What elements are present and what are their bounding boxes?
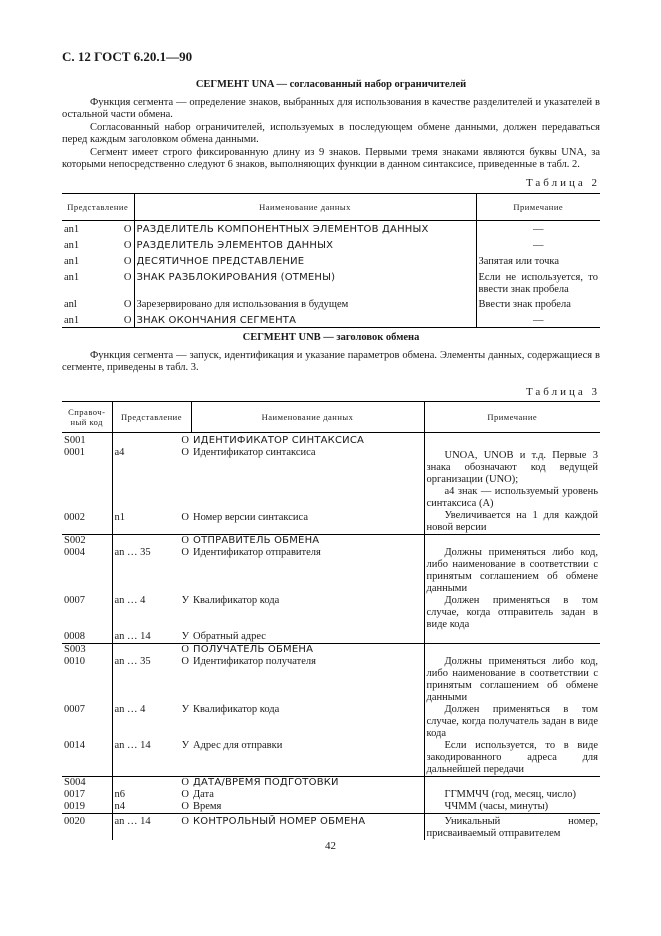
name-cell: Идентификатор получателя xyxy=(193,656,316,667)
note-cell: ГГММЧЧ (год, месяц, число) xyxy=(424,789,600,801)
table-row xyxy=(62,221,600,237)
status-cell: O xyxy=(123,240,132,251)
name-cell: Номер версии синтаксиса xyxy=(193,512,308,523)
status-cell: O xyxy=(181,789,189,800)
name-cell: Зарезервировано для использования в будущем xyxy=(134,296,476,311)
code-cell: 0007 xyxy=(64,595,85,606)
page-header: С. 12 ГОСТ 6.20.1—90 xyxy=(62,49,193,64)
note-cell xyxy=(424,644,600,657)
table-row xyxy=(62,268,600,296)
note-cell xyxy=(424,631,600,644)
note-cell: UNOA, UNOB и т.д. Первые 3 знака обозначают код ведущей организации (UNO); xyxy=(426,450,598,485)
code-cell: 0001 xyxy=(64,447,85,458)
status-cell: O xyxy=(181,547,189,558)
table-row xyxy=(62,595,600,631)
una-paragraph-3: Сегмент имеет строго фиксированную длину из 9 знаков. Первыми тремя знаками являются буквы UNA, за которыми непосредственно следуют 6 знаков, выполняющих функции в данном синтаксисе, приведенные в табл. 2. xyxy=(62,146,600,171)
col-header-name: Наименование данных xyxy=(191,402,424,433)
rep-cell: anl xyxy=(64,299,77,310)
note-cell: Если используется, то в виде закодированного адреса для дальнейшей передачи xyxy=(424,740,600,777)
name-cell: ЗНАК ОКОНЧАНИЯ СЕГМЕНТА xyxy=(134,311,476,328)
code-cell: 0010 xyxy=(64,656,85,667)
table-row xyxy=(62,433,600,448)
note-cell: Должны применяться либо код, либо наименование в соответствии с принятым соглашением об обмене данными xyxy=(424,656,600,704)
status-cell: O xyxy=(123,224,132,235)
una-paragraph-1: Функция сегмента — определение знаков, выбранных для использования в качестве разделителей и указателей в остальной части обмена. xyxy=(62,97,600,121)
page-number: 42 xyxy=(325,840,336,852)
status-cell: У xyxy=(181,740,189,751)
rep-cell: an … 14 xyxy=(114,631,151,642)
status-cell: У xyxy=(181,595,189,606)
name-cell: ПОЛУЧАТЕЛЬ ОБМЕНА xyxy=(191,644,424,657)
table-row xyxy=(62,656,600,704)
name-cell: Идентификатор отправителя xyxy=(193,547,321,558)
code-cell: 0008 xyxy=(64,631,85,642)
note-cell xyxy=(424,777,600,790)
una-title: СЕГМЕНТ UNA — согласованный набор ограничителей xyxy=(195,79,467,90)
unb-title: СЕГМЕНТ UNB — заголовок обмена xyxy=(242,332,420,343)
status-cell: У xyxy=(181,704,189,715)
status-cell: O xyxy=(123,256,132,267)
code-cell: 0007 xyxy=(64,704,85,715)
note-cell xyxy=(424,433,600,448)
note-cell: ЧЧММ (часы, минуты) xyxy=(424,801,600,814)
name-cell: ДАТА/ВРЕМЯ ПОДГОТОВКИ xyxy=(191,777,424,790)
rep-cell: n4 xyxy=(114,801,125,812)
rep-cell: an … 35 xyxy=(114,656,151,667)
table-3-caption: Таблица 3 xyxy=(525,386,600,398)
name-cell: РАЗДЕЛИТЕЛЬ ЭЛЕМЕНТОВ ДАННЫХ xyxy=(134,236,476,252)
rep-cell: an … 14 xyxy=(114,816,151,827)
note-cell: a4 знак — используемый уровень синтаксиса (А) xyxy=(426,486,598,509)
note-cell: Ввести знак пробела xyxy=(476,296,600,311)
name-cell: ДЕСЯТИЧНОЕ ПРЕДСТАВЛЕНИЕ xyxy=(134,252,476,268)
table-row xyxy=(62,311,600,328)
table-3 xyxy=(62,401,600,840)
code-cell: S003 xyxy=(62,644,112,657)
rep-cell: an1 xyxy=(64,272,80,283)
table-row xyxy=(62,547,600,595)
code-cell: 0017 xyxy=(64,789,85,800)
name-cell: КОНТРОЛЬНЫЙ НОМЕР ОБМЕНА xyxy=(191,814,424,841)
name-cell: Дата xyxy=(193,789,214,800)
name-cell: ИДЕНТИФИКАТОР СИНТАКСИСА xyxy=(193,435,365,446)
status-cell: O xyxy=(181,816,189,827)
code-cell: S001 xyxy=(64,435,86,446)
note-cell: Уникальный номер, присваиваемый отправителем xyxy=(424,814,600,841)
note-cell: — xyxy=(476,236,600,252)
code-cell: 0004 xyxy=(64,547,85,558)
status-cell: O xyxy=(112,644,191,657)
status-cell: O xyxy=(181,801,189,812)
code-cell: S004 xyxy=(62,777,112,790)
status-cell: O xyxy=(112,433,191,448)
table-2 xyxy=(62,193,600,328)
table-row xyxy=(62,644,600,657)
table-row xyxy=(62,740,600,777)
note-cell: Увеличивается на 1 для каждой новой версии xyxy=(424,510,600,535)
col-header-name: Наименование данных xyxy=(134,194,476,221)
table-row xyxy=(62,447,600,510)
table-row xyxy=(62,704,600,740)
rep-cell: an … 4 xyxy=(114,704,146,715)
table-row xyxy=(62,801,600,814)
code-cell: S002 xyxy=(62,535,112,548)
name-cell: ОТПРАВИТЕЛЬ ОБМЕНА xyxy=(191,535,424,548)
col-header-representation: Представление xyxy=(112,402,191,433)
status-cell: O xyxy=(181,512,189,523)
rep-cell: an1 xyxy=(64,315,80,326)
table-row xyxy=(62,535,600,548)
status-cell: O xyxy=(112,777,191,790)
status-cell: O xyxy=(112,535,191,548)
name-cell: Идентификатор синтаксиса xyxy=(193,447,316,458)
col-header-note: Примечание xyxy=(476,194,600,221)
note-cell: Должен применяться в том случае, когда получатель задан в виде кода xyxy=(424,704,600,740)
status-cell: У xyxy=(181,631,189,642)
status-cell: O xyxy=(181,656,189,667)
name-cell: Время xyxy=(193,801,222,812)
table-2-caption: Таблица 2 xyxy=(525,177,600,189)
una-paragraph-2: Согласованный набор ограничителей, используемых в последующем обмене данными, должен передаваться перед каждым заголовком обмена данными. xyxy=(62,121,600,146)
note-cell xyxy=(424,535,600,548)
note-cell: Если не используется, то ввести знак пробела xyxy=(476,268,600,296)
table-row xyxy=(62,777,600,790)
col-header-ref-code: Справоч-ный код xyxy=(62,402,112,433)
status-cell: O xyxy=(123,272,132,283)
rep-cell: an … 35 xyxy=(114,547,151,558)
rep-cell: n1 xyxy=(114,512,125,523)
rep-cell: an1 xyxy=(64,256,80,267)
status-cell: O xyxy=(123,299,132,310)
table-row xyxy=(62,296,600,311)
rep-cell: an1 xyxy=(64,224,80,235)
rep-cell: a4 xyxy=(114,447,125,458)
name-cell: Квалификатор кода xyxy=(193,595,280,606)
col-header-note: Примечание xyxy=(424,402,600,433)
col-header-representation: Представление xyxy=(62,194,134,221)
name-cell: Адрес для отправки xyxy=(193,740,283,751)
table-row xyxy=(62,252,600,268)
code-cell: 0002 xyxy=(64,512,85,523)
status-cell: O xyxy=(181,447,189,458)
table-row xyxy=(62,631,600,644)
table-row xyxy=(62,510,600,535)
note-cell: — xyxy=(476,221,600,237)
code-cell: 0019 xyxy=(64,801,85,812)
status-cell: O xyxy=(123,315,132,326)
note-cell: Запятая или точка xyxy=(476,252,600,268)
name-cell: Обратный адрес xyxy=(193,631,266,642)
name-cell: РАЗДЕЛИТЕЛЬ КОМПОНЕНТНЫХ ЭЛЕМЕНТОВ ДАННЫХ xyxy=(134,221,476,237)
unb-paragraph-1: Функция сегмента — запуск, идентификация и указание параметров обмена. Элементы данных, содержащиеся в сегменте, приведены в табл. 3. xyxy=(62,350,600,374)
code-cell: 0014 xyxy=(64,740,85,751)
rep-cell: an … 4 xyxy=(114,595,146,606)
note-cell: Должен применяться в том случае, когда отправитель задан в виде кода xyxy=(424,595,600,631)
table-row xyxy=(62,236,600,252)
rep-cell: an … 14 xyxy=(114,740,151,751)
table-row xyxy=(62,814,600,841)
rep-cell: an1 xyxy=(64,240,80,251)
name-cell: ЗНАК РАЗБЛОКИРОВАНИЯ (ОТМЕНЫ) xyxy=(134,268,476,296)
table-row xyxy=(62,789,600,801)
rep-cell: n6 xyxy=(114,789,125,800)
note-cell: Должны применяться либо код, либо наименование в соответствии с принятым соглашением об обмене данными xyxy=(424,547,600,595)
code-cell: 0020 xyxy=(62,814,112,841)
note-cell: — xyxy=(476,311,600,328)
name-cell: Квалификатор кода xyxy=(193,704,280,715)
